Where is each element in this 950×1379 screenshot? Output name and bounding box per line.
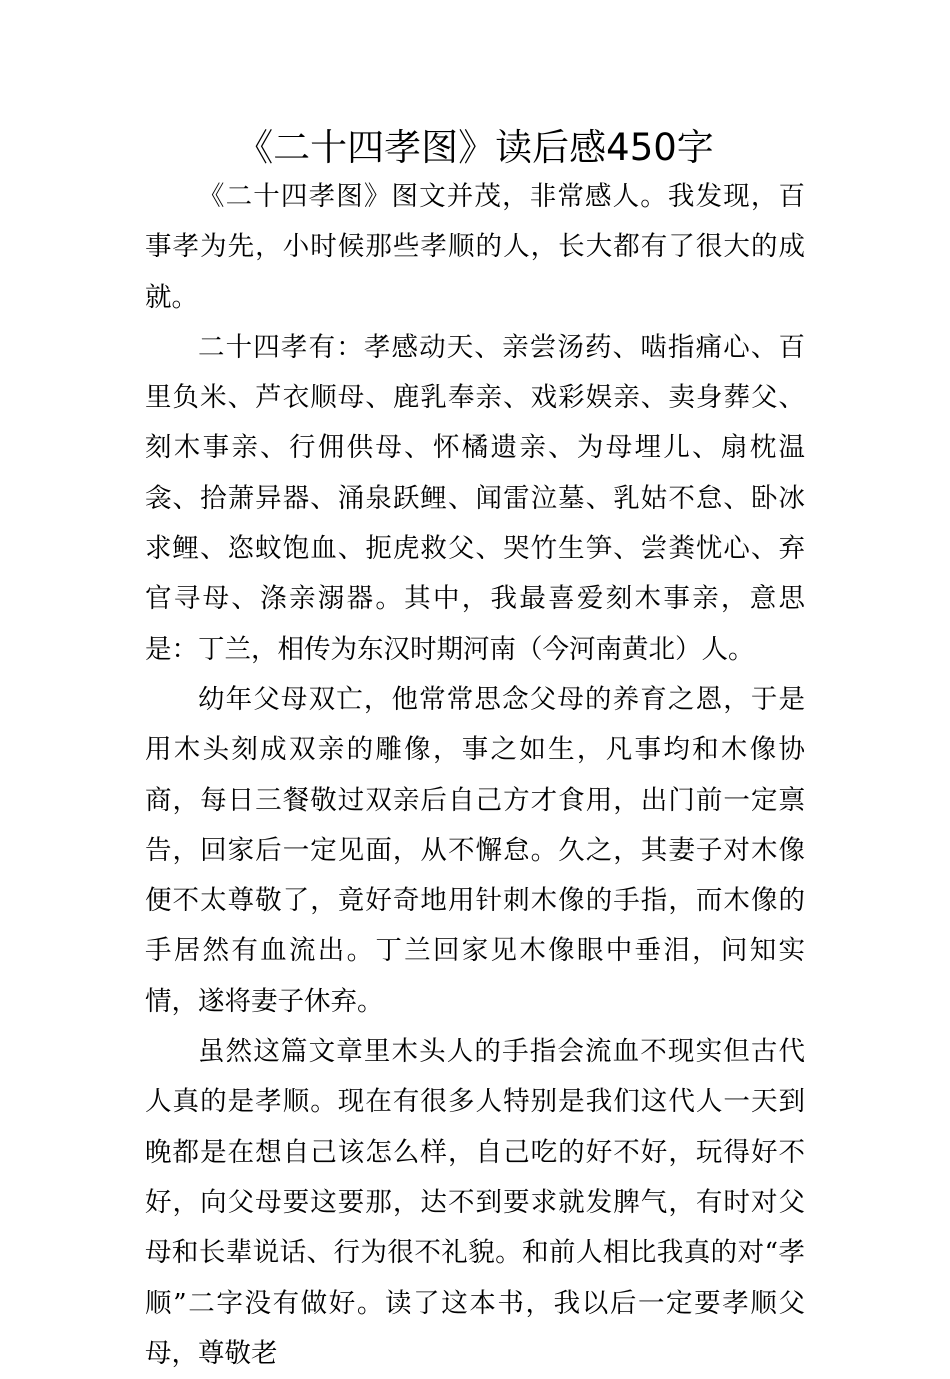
document-body bbox=[145, 172, 805, 1379]
paragraph-3: 幼年父母双亡，他常常思念父母的养育之恩，于是用木头刻成双亲的雕像，事之如生，凡事均和木像协商，每日三餐敬过双亲后自己方才食用，出门前一定禀告，回家后一定见面，从不懈怠。久之，其妻子对木像便不太尊敬了，竟好奇地用针刺木像的手指，而木像的手居然有血流出。丁兰回家见木像眼中垂泪，问知实情，遂将妻子休弃。 bbox=[145, 683, 805, 1017]
document-title: 《二十四孝图》读后感450字 bbox=[236, 126, 714, 169]
paragraph-1: 《二十四孝图》图文并茂，非常感人。我发现，百事孝为先，小时候那些孝顺的人，长大都有了很大的成就。 bbox=[145, 181, 805, 313]
paragraph-2: 二十四孝有：孝感动天、亲尝汤药、啮指痛心、百里负米、芦衣顺母、鹿乳奉亲、戏彩娱亲、卖身葬父、刻木事亲、行佣供母、怀橘遗亲、为母埋儿、扇枕温衾、拾萧异器、涌泉跃鲤、闻雷泣墓、乳姑不怠、卧冰求鲤、恣蚊饱血、扼虎救父、哭竹生笋、尝粪忧心、弃官寻母、涤亲溺器。其中，我最喜爱刻木事亲，意思是：丁兰，相传为东汉时期河南（今河南黄北）人。 bbox=[145, 331, 805, 665]
paragraph-4: 虽然这篇文章里木头人的手指会流血不现实但古代人真的是孝顺。现在有很多人特别是我们这代人一天到晚都是在想自己该怎么样，自己吃的好不好，玩得好不好，向父母要这要那，达不到要求就发脾气，有时对父母和长辈说话、行为很不礼貌。和前人相比我真的对“孝顺”二字没有做好。读了这本书，我以后一定要孝顺父母，尊敬老 bbox=[145, 1036, 805, 1369]
